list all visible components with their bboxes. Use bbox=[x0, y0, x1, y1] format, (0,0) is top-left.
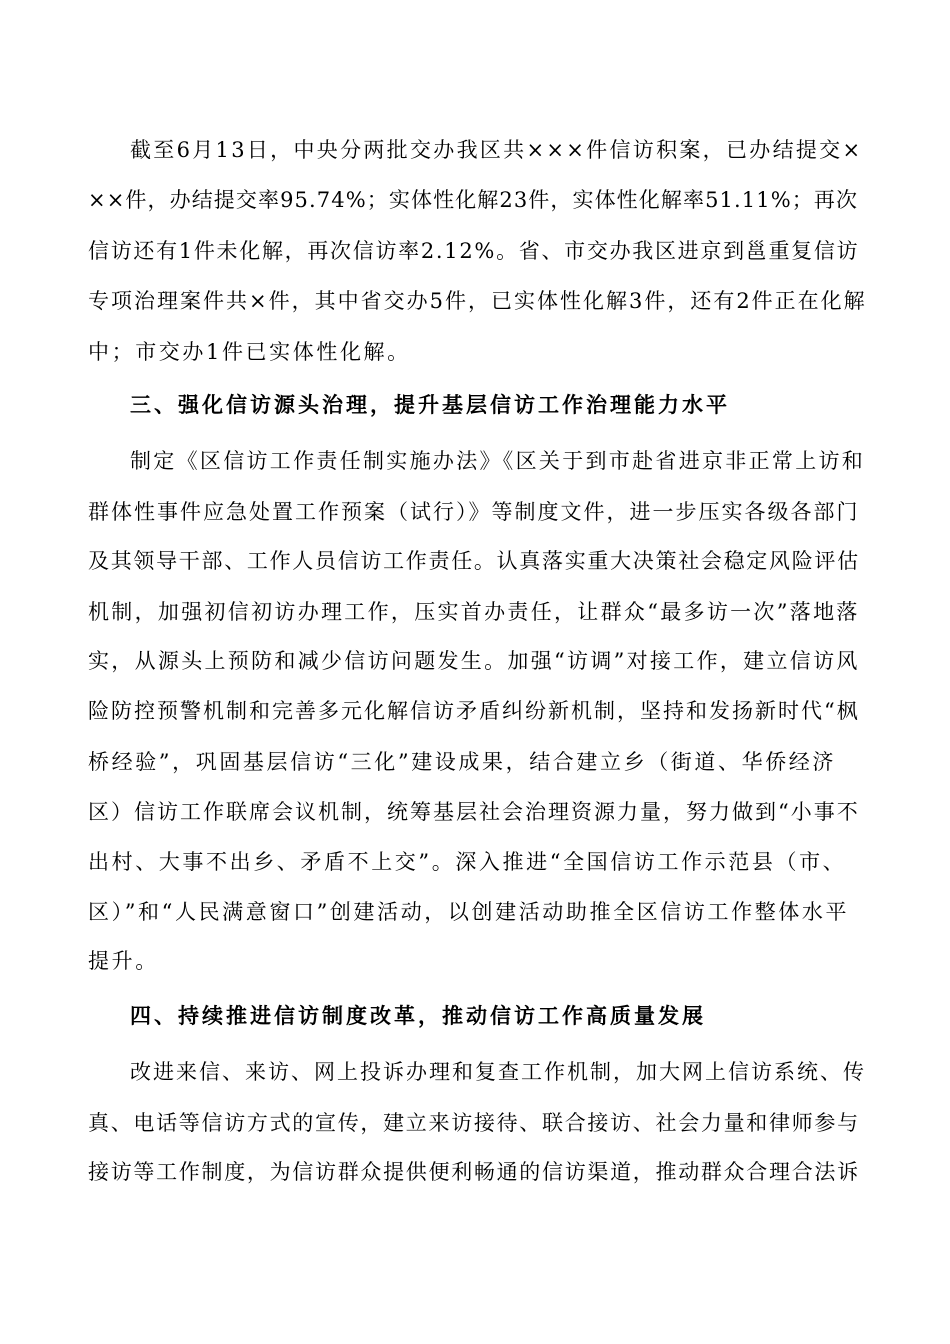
paragraph-1-line-2: ××件，办结提交率95.74%；实体性化解23件，实体性化解率51.11%；再次 bbox=[88, 188, 859, 212]
section-heading-3: 三、强化信访源头治理，提升基层信访工作治理能力水平 bbox=[130, 392, 730, 417]
paragraph-2-line-6: 险防控预警机制和完善多元化解信访矛盾纠纷新机制，坚持和发扬新时代“枫 bbox=[88, 699, 860, 723]
paragraph-2-line-7: 桥经验”，巩固基层信访“三化”建设成果，结合建立乡（街道、华侨经济 bbox=[88, 750, 837, 774]
paragraph-2-line-5: 实，从源头上预防和减少信访问题发生。加强“访调”对接工作，建立信访风 bbox=[88, 649, 860, 673]
paragraph-2-line-8: 区）信访工作联席会议机制，统筹基层社会治理资源力量，努力做到“小事不 bbox=[88, 800, 860, 824]
paragraph-3-line-2: 真、电话等信访方式的宣传，建立来访接待、联合接访、社会力量和律师参与 bbox=[88, 1111, 860, 1135]
paragraph-2-line-1: 制定《区信访工作责任制实施办法》《区关于到市赴省进京非正常上访和 bbox=[130, 449, 866, 473]
section-heading-4: 四、持续推进信访制度改革，推动信访工作高质量发展 bbox=[130, 1003, 706, 1028]
paragraph-2-line-9: 出村、大事不出乡、矛盾不上交”。深入推进“全国信访工作示范县（市、 bbox=[88, 850, 847, 874]
paragraph-2-line-11: 提升。 bbox=[88, 949, 159, 973]
paragraph-2-line-4: 机制，加强初信初访办理工作，压实首办责任，让群众“最多访一次”落地落 bbox=[88, 600, 860, 624]
paragraph-1-line-5: 中；市交办1件已实体性化解。 bbox=[88, 340, 411, 364]
paragraph-1-line-1: 截至6月13日，中央分两批交办我区共×××件信访积案，已办结提交× bbox=[130, 138, 863, 162]
paragraph-1-line-4: 专项治理案件共×件，其中省交办5件，已实体性化解3件，还有2件正在化解 bbox=[88, 289, 867, 313]
paragraph-2-line-10: 区）”和“人民满意窗口”创建活动，以创建活动助推全区信访工作整体水平 bbox=[88, 900, 850, 924]
paragraph-2-line-3: 及其领导干部、工作人员信访工作责任。认真落实重大决策社会稳定风险评估 bbox=[88, 549, 860, 573]
paragraph-2-line-2: 群体性事件应急处置工作预案（试行）》等制度文件，进一步压实各级各部门 bbox=[88, 500, 860, 524]
paragraph-3-line-1: 改进来信、来访、网上投诉办理和复查工作机制，加大网上信访系统、传 bbox=[130, 1060, 866, 1084]
paragraph-1-line-3: 信访还有1件未化解，再次信访率2.12%。省、市交办我区进京到邕重复信访 bbox=[88, 239, 860, 263]
paragraph-3-line-3: 接访等工作制度，为信访群众提供便利畅通的信访渠道，推动群众合理合法诉 bbox=[88, 1160, 860, 1184]
